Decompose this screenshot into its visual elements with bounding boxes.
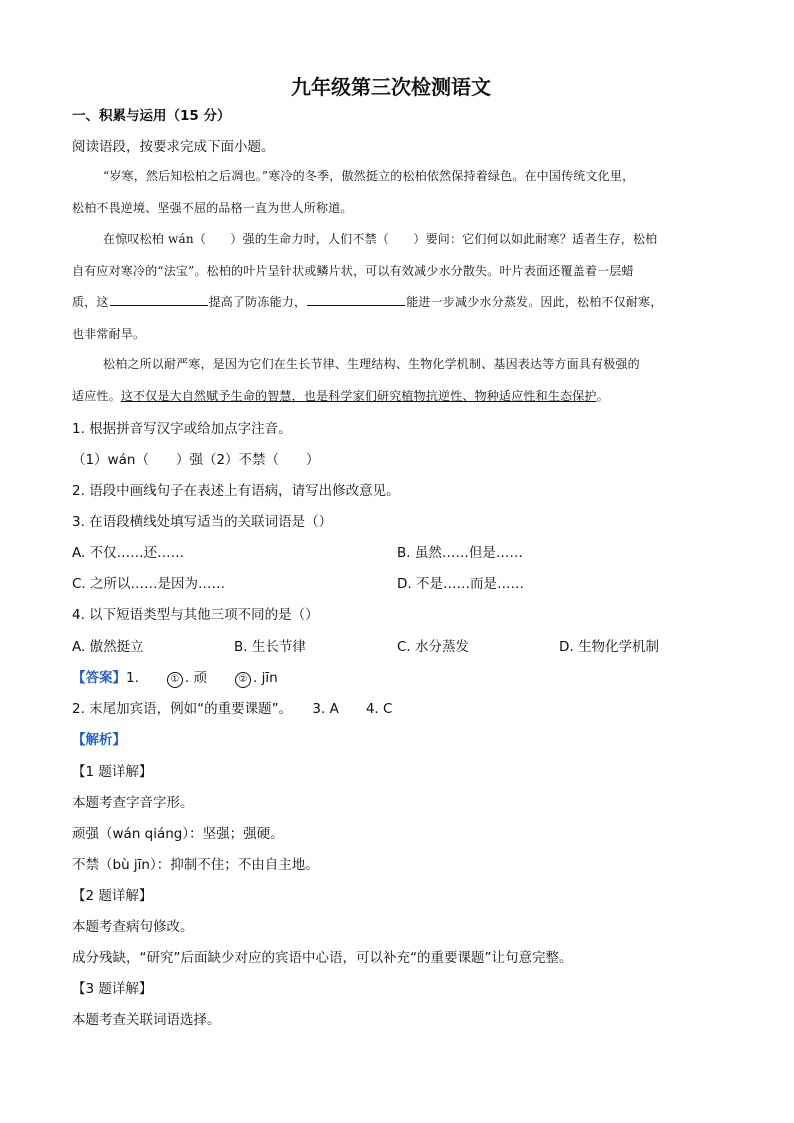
passage-p2-line4: 也非常耐旱。 <box>72 327 146 341</box>
circled-number-1: ① <box>167 672 183 688</box>
passage-p2-line3-b: 提高了防冻能力， <box>208 295 307 309</box>
answer-line-2: 2. 末尾加宾语，例如“的重要课题”。 3. A 4. C <box>72 701 393 717</box>
q4-option-d: D. 生物化学机制 <box>559 639 659 655</box>
fill-blank-1 <box>110 293 208 306</box>
detail-3-title: 【3 题详解】 <box>72 981 153 997</box>
question-1: 1. 根据拼音写汉字或给加点字注音。 <box>72 421 292 437</box>
question-1-items: （1）wán（ ）强（2）不禁（ ） <box>72 452 320 468</box>
passage-p2-line3 <box>72 293 662 310</box>
answer-line-1 <box>72 666 278 688</box>
q3-option-b: B. 虽然……但是…… <box>397 545 523 561</box>
question-3: 3. 在语段横线处填写适当的关联词语是（） <box>72 514 333 530</box>
question-2: 2. 语段中画线句子在表述上有语病，请写出修改意见。 <box>72 483 400 499</box>
analysis-label: 【解析】 <box>72 732 126 748</box>
q3-option-a: A. 不仅……还…… <box>72 545 185 561</box>
detail-2-line-2: 成分残缺，“研究”后面缺少对应的宾语中心语，可以补充“的重要课题”让句意完整。 <box>72 950 573 966</box>
detail-3-line-1: 本题考查关联词语选择。 <box>72 1012 221 1028</box>
detail-1-line-1: 本题考查字音字形。 <box>72 795 194 811</box>
fill-blank-2 <box>307 293 405 306</box>
q3-option-d: D. 不是……而是…… <box>397 576 524 592</box>
passage-p3-line1: 松柏之所以耐严寒，是因为它们在生长节律、生理结构、生物化学机制、基因表达等方面具有极强的 <box>103 357 640 371</box>
detail-1-title: 【1 题详解】 <box>72 764 153 780</box>
passage-p2-line3-c: 能进一步减少水分蒸发。因此，松柏不仅耐寒， <box>406 295 663 309</box>
passage-p3-line2-a: 适应性。 <box>72 389 121 403</box>
q4-option-a: A. 傲然挺立 <box>72 639 144 655</box>
passage-p2-line3-a: 质，这 <box>72 295 109 309</box>
passage-p1-line1: “岁寒，然后知松柏之后凋也。”寒冷的冬季，傲然挺立的松柏依然保持着绿色。在中国传统文化里， <box>103 169 635 183</box>
instruction-text: 阅读语段，按要求完成下面小题。 <box>72 139 275 155</box>
q4-option-b: B. 生长节律 <box>234 639 306 655</box>
passage-p1-line2: 松柏不畏逆境、坚强不屈的品格一直为世人所称道。 <box>72 201 353 215</box>
section-heading: 一、积累与运用（15 分） <box>72 108 231 124</box>
page-title: 九年级第三次检测语文 <box>291 75 491 99</box>
answer-label: 【答案】 <box>72 670 126 686</box>
passage-p2-line1: 在惊叹松柏 wán（ ）强的生命力时，人们不禁（ ）要问：它们何以如此耐寒？适者生存，松柏 <box>103 232 658 246</box>
circled-number-2: ② <box>235 672 251 688</box>
passage-p3-line2-c: 。 <box>596 389 609 403</box>
question-4: 4. 以下短语类型与其他三项不同的是（） <box>72 607 319 623</box>
answer-1-2: . jīn <box>252 670 278 686</box>
detail-1-line-3: 不禁（bù jīn）：抑制不住；不由自主地。 <box>72 857 319 873</box>
detail-2-title: 【2 题详解】 <box>72 888 153 904</box>
detail-1-line-2: 顽强（wán qiáng）：坚强；强硬。 <box>72 826 284 842</box>
answer-1-1: . 顽 <box>184 670 207 686</box>
q4-option-c: C. 水分蒸发 <box>397 639 470 655</box>
detail-2-line-1: 本题考查病句修改。 <box>72 919 194 935</box>
q3-option-c: C. 之所以……是因为…… <box>72 576 226 592</box>
passage-p3-line2 <box>72 387 609 404</box>
answer-number: 1. <box>126 670 139 686</box>
underlined-sentence: 这不仅是大自然赋予生命的智慧，也是科学家们研究植物抗逆性、物种适应性和生态保护 <box>120 389 597 403</box>
passage-p2-line2: 自有应对寒冷的“法宝”。松柏的叶片呈针状或鳞片状，可以有效减少水分散失。叶片表面还覆盖着一层蜡 <box>72 264 634 278</box>
